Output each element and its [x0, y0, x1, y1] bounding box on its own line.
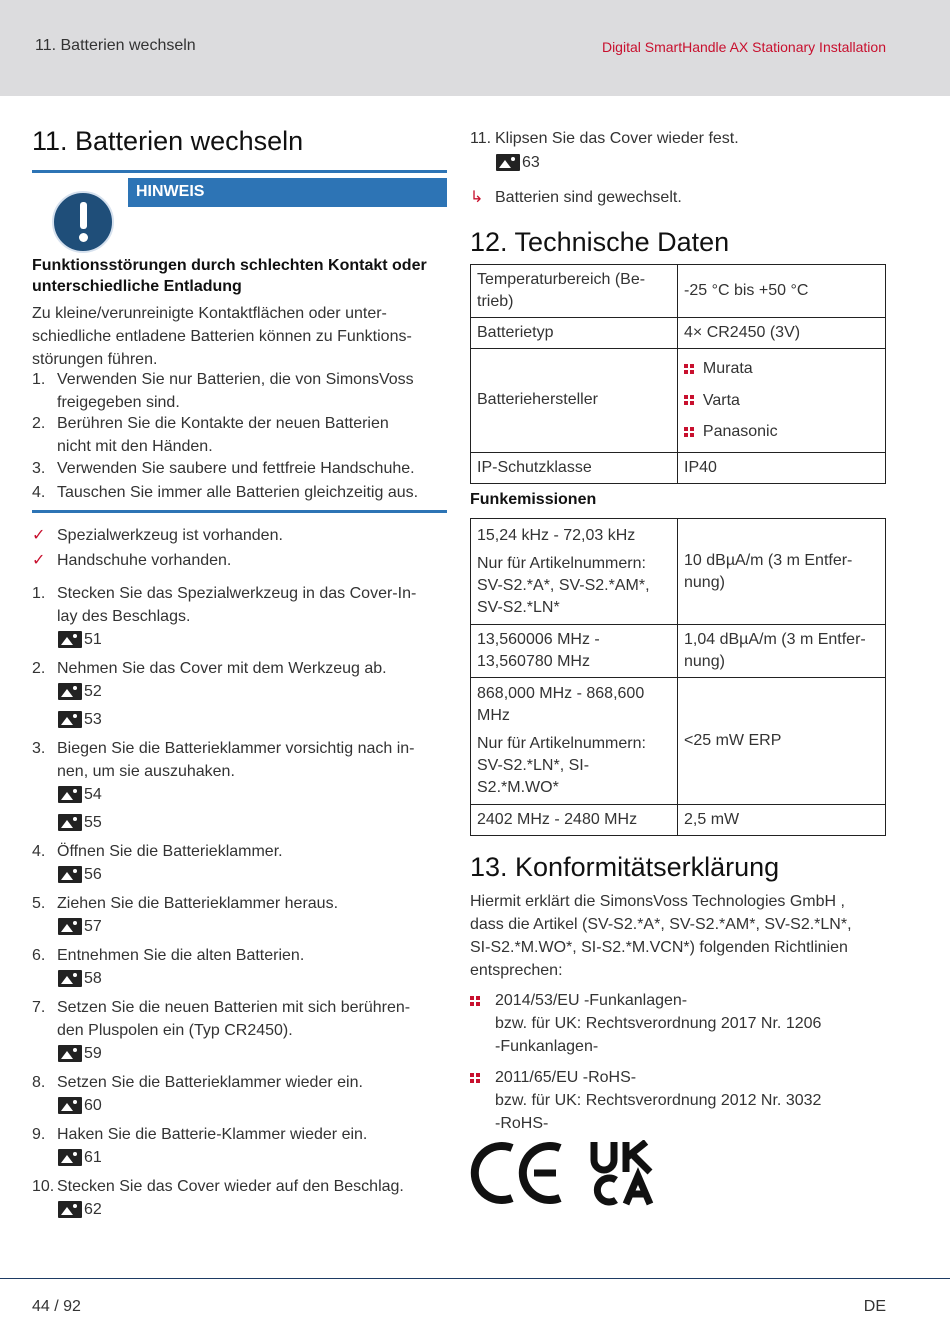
- arrow-return-icon: ↳: [470, 189, 484, 206]
- image-icon: [496, 154, 520, 171]
- image-icon: [58, 683, 82, 700]
- image-icon: [58, 970, 82, 987]
- bullet-icon: [684, 364, 694, 374]
- notice-text: Zu kleine/verunreinigte Kontaktflächen oder unter- schiedliche entladene Batterien können zu Funktions- störungen führen.: [32, 305, 412, 368]
- notice-top-rule: [32, 170, 447, 173]
- page-number: 44 / 92: [32, 1298, 81, 1315]
- language-code: DE: [863, 1298, 886, 1315]
- ce-mark-logo: [470, 1140, 566, 1206]
- image-icon: [58, 1097, 82, 1114]
- warning-icon: [52, 191, 114, 253]
- conformity-text: Hiermit erklärt die SimonsVoss Technologies GmbH , dass die Artikel (SV-S2.*A*, SV-S2.*AM*, SV-S2.*LN*, SI-S2.*M.WO*, SI-S2.*M.VCN*) folgenden Richtlinien entsprechen:: [470, 893, 852, 979]
- footer-divider: [0, 1278, 950, 1279]
- section-title: 12. Technische Daten: [470, 227, 730, 257]
- notice-label-bar: [128, 178, 447, 207]
- figure-ref[interactable]: 60: [58, 1097, 102, 1115]
- image-icon: [58, 786, 82, 803]
- figure-ref[interactable]: 58: [58, 970, 102, 988]
- figure-ref[interactable]: 63: [496, 154, 540, 172]
- header-product: Digital SmartHandle AX Stationary Installation: [601, 39, 886, 55]
- notice-heading: Funktionsstörungen durch schlechten Kontakt oder unterschiedliche Entladung: [32, 257, 427, 295]
- figure-ref[interactable]: 53: [58, 711, 102, 729]
- image-icon: [58, 711, 82, 728]
- section-title: 13. Konformitätserklärung: [470, 852, 780, 882]
- radio-emissions-table: [470, 518, 886, 836]
- image-icon: [58, 1149, 82, 1166]
- tech-data-table: [470, 264, 886, 484]
- table-row: Batterietyp 4× CR2450 (3V): [471, 318, 886, 349]
- list-item: Panasonic: [684, 416, 879, 448]
- bullet-icon: [684, 427, 694, 437]
- image-icon: [58, 918, 82, 935]
- image-icon: [58, 866, 82, 883]
- table-row: 15,24 kHz - 72,03 kHz Nur für Artikelnummern: SV-S2.*A*, SV-S2.*AM*, SV-S2.*LN* 10 dBµA/m (3 m Entfer- nung): [471, 519, 886, 625]
- funk-heading: Funkemissionen: [470, 491, 597, 508]
- figure-ref[interactable]: 52: [58, 683, 102, 701]
- table-row: Batteriehersteller Murata Varta Panasonic: [471, 349, 886, 453]
- check-icon: ✓: [32, 552, 46, 569]
- bullet-icon: [684, 395, 694, 405]
- table-row: IP-Schutzklasse IP40: [471, 452, 886, 483]
- image-icon: [58, 1201, 82, 1218]
- list-item: Varta: [684, 385, 879, 417]
- figure-ref[interactable]: 62: [58, 1201, 102, 1219]
- ukca-mark-logo: [590, 1140, 658, 1206]
- bullet-icon: [470, 1073, 480, 1083]
- section-title: 11. Batterien wechseln: [32, 126, 304, 156]
- figure-ref[interactable]: 61: [58, 1149, 102, 1167]
- figure-ref[interactable]: 56: [58, 866, 102, 884]
- bullet-icon: [470, 996, 480, 1006]
- figure-ref[interactable]: 54: [58, 786, 102, 804]
- check-icon: ✓: [32, 527, 46, 544]
- header-chapter: 11. Batterien wechseln: [35, 37, 196, 54]
- table-row: 13,560006 MHz - 13,560780 MHz 1,04 dBµA/m (3 m Entfer- nung): [471, 625, 886, 678]
- figure-ref[interactable]: 57: [58, 918, 102, 936]
- table-row: Temperaturbereich (Be- trieb) -25 °C bis +50 °C: [471, 265, 886, 318]
- list-item: Murata: [684, 353, 879, 385]
- page-header: [0, 0, 950, 96]
- table-row: 868,000 MHz - 868,600 MHz Nur für Artikelnummern: SV-S2.*LN*, SI- S2.*M.WO* <25 mW ERP: [471, 678, 886, 805]
- notice-bottom-rule: [32, 510, 447, 513]
- image-icon: [58, 631, 82, 648]
- image-icon: [58, 1045, 82, 1062]
- image-icon: [58, 814, 82, 831]
- notice-label: HINWEIS: [136, 183, 205, 200]
- figure-ref[interactable]: 55: [58, 814, 102, 832]
- figure-ref[interactable]: 51: [58, 631, 102, 649]
- table-row: 2402 MHz - 2480 MHz 2,5 mW: [471, 805, 886, 836]
- figure-ref[interactable]: 59: [58, 1045, 102, 1063]
